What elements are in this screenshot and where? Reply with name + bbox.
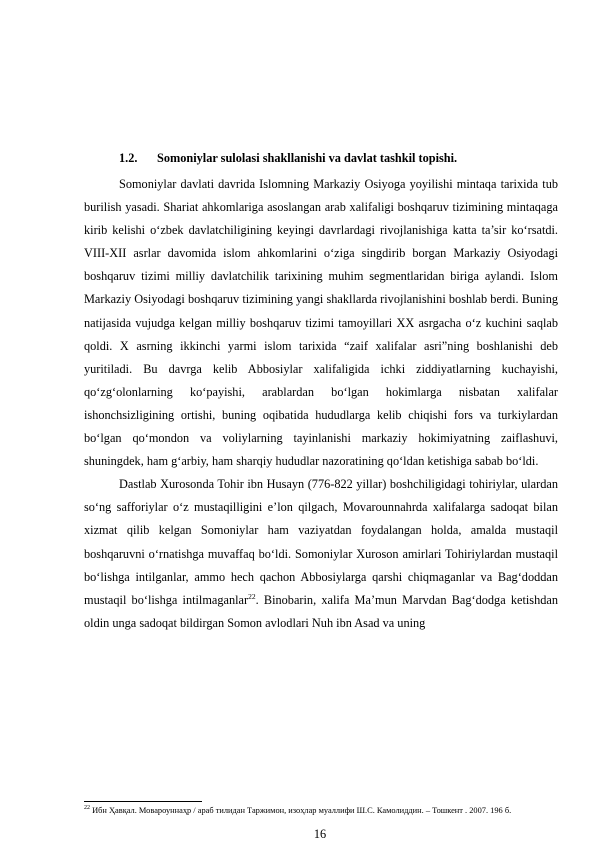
footnote-separator (84, 801, 202, 802)
section-title: Somoniylar sulolasi shakllanishi va davlat tashkil topishi. (157, 151, 458, 165)
paragraph-2-text-a: Dastlab Xurosonda Tohir ibn Husayn (776-822 yillar) boshchiligidagi tohiriylar, ulardan so‘ng safforiylar o‘z mustaqilligini e’lon qilgach, Movarounnahrda xalifalarga sadoqat bilan xizmat qilib kelgan Somoniylar ham vaziyatdan foydalangan holda, amalda mustaqil boshqaruvni o‘rnatishga muvaffaq bo‘ldi. Somoniylar Xuroson amirlari Tohiriylardan mustaqil bo‘lishga intilganlar, ammo hech qachon Abbosiylarga qarshi chiqmaganlar va Bag‘doddan mustaqil bo‘lishga intilmaganlar (84, 477, 558, 607)
footnote-reference[interactable]: 22 (248, 591, 256, 601)
section-number: 1.2. (119, 151, 138, 165)
paragraph-2 (84, 473, 558, 635)
paragraph-2-text-b: . Binobarin, xalifa Ma’mun Marvdan Bag‘dodga ketishdan oldin unga sadoqat bildirgan Somon avlodlari Nuh ibn Asad va uning (84, 592, 558, 630)
section-heading (119, 150, 559, 166)
footnote-text: Ибн Ҳавқал. Мовароуннаҳр / араб тилидан Таржимон, изоҳлар муаллифи Ш.С. Камолиддин. – Тошкент . 2007. 196 б. (90, 806, 512, 815)
page-number: 16 (313, 827, 327, 841)
paragraph-1: Somoniylar davlati davrida Islomning Markaziy Osiyoga yoyilishi mintaqa tarixida tub burilish yasadi. Shariat ahkomlariga asoslangan arab xalifaligi boshqaruv tizimining mintaqaga kirib kelishi o‘zbek davlatchiligining keyingi davrlardagi rivojlanishiga katta ta’sir ko‘rsatdi. VIII-XII asrlar davomida islom ahkomlarini o‘ziga singdirib borgan Markaziy Osiyodagi boshqaruv tizimi milliy davlatchilik tarixining muhim segmentlaridan biriga aylandi. Islom Markaziy Osiyodagi boshqaruv tizimining yangi shakllarda rivojlanishini boshlab berdi. Buning natijasida vujudga kelgan milliy boshqaruv tizimi tamoyillari XX asrgacha o‘z kuchini saqlab qoldi. X asrning ikkinchi yarmi islom tarixida “zaif xalifalar asri”ning boshlanishi deb yuritiladi. Bu davrga kelib Abbosiylar xalifaligida ichki ziddiyatlarning kuchayishi, qo‘zg‘olonlarning ko‘payishi, arablardan bo‘lgan hokimlarga nisbatan xalifalar ishonchsizligining ortishi, buning oqibatida hududlarga kelib chiqishi fors va turkiylardan bo‘lgan qo‘mondon va voliylarning tayinlanishi markaziy hokimiyatning zaiflashuvi, shuningdek, ham g‘arbiy, ham sharqiy hududlar nazoratining qo‘ldan ketishiga sabab bo‘ldi. (84, 177, 558, 469)
footnote-number: 22 (84, 805, 90, 812)
footnote (84, 805, 558, 816)
body-text (84, 173, 558, 635)
